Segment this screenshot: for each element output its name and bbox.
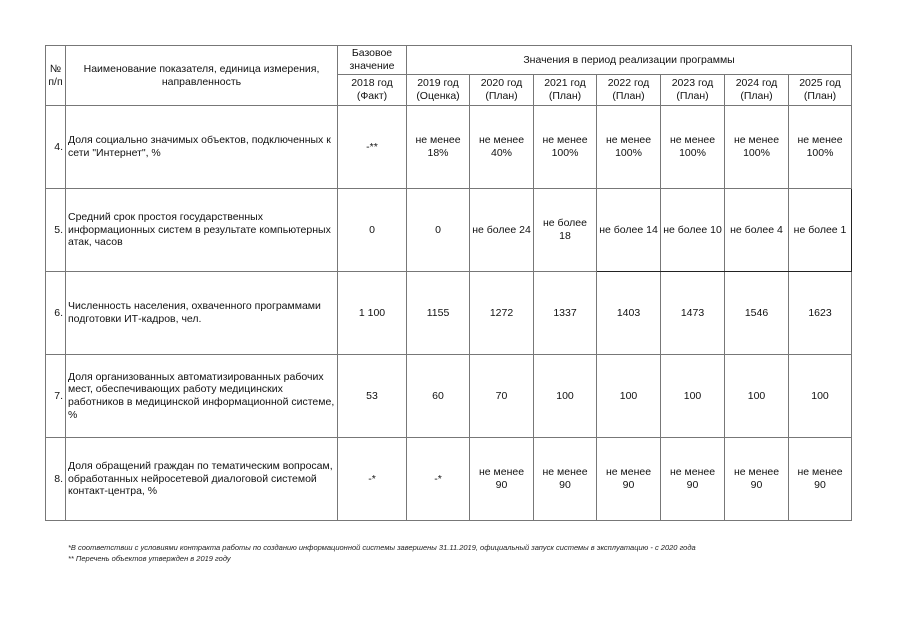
row-name: Доля организованных автоматизированных рабочих мест, обеспечивающих работу медицинских работников в медицинской информационной системе, % xyxy=(66,355,338,438)
row-name: Доля обращений граждан по тематическим вопросам, обработанных нейросетевой диалоговой системой контакт-центра, % xyxy=(66,438,338,521)
table-row xyxy=(46,355,852,438)
row-value: не менее 100% xyxy=(725,106,789,189)
row-value: 100 xyxy=(661,355,725,438)
table-row xyxy=(46,189,852,272)
row-value: 100 xyxy=(597,355,661,438)
row-value: не менее 100% xyxy=(789,106,852,189)
row-value: 1473 xyxy=(661,272,725,355)
row-value: не более 18 xyxy=(534,189,597,272)
row-value: 60 xyxy=(407,355,470,438)
header-year: 2025 год (План) xyxy=(789,75,852,106)
row-value: не более 24 xyxy=(470,189,534,272)
row-value: не более 4 xyxy=(725,189,789,272)
row-name: Доля социально значимых объектов, подключенных к сети "Интернет", % xyxy=(66,106,338,189)
header-year: 2021 год (План) xyxy=(534,75,597,106)
row-num: 5. xyxy=(46,189,66,272)
header-year: 2019 год (Оценка) xyxy=(407,75,470,106)
header-period: Значения в период реализации программы xyxy=(407,46,852,75)
row-value: 70 xyxy=(470,355,534,438)
row-value: не более 10 xyxy=(661,189,725,272)
row-value: 1623 xyxy=(789,272,852,355)
row-num: 8. xyxy=(46,438,66,521)
row-value: не более 14 xyxy=(597,189,661,272)
row-value: -* xyxy=(338,438,407,521)
row-value: не менее 90 xyxy=(725,438,789,521)
row-value: 1155 xyxy=(407,272,470,355)
row-value: 1403 xyxy=(597,272,661,355)
header-year: 2018 год (Факт) xyxy=(338,75,407,106)
row-value: не менее 90 xyxy=(789,438,852,521)
table-row xyxy=(46,272,852,355)
row-num: 4. xyxy=(46,106,66,189)
header-year: 2020 год (План) xyxy=(470,75,534,106)
row-value: -* xyxy=(407,438,470,521)
header-num: № п/п xyxy=(46,46,66,106)
table-row xyxy=(46,438,852,521)
row-value: 100 xyxy=(534,355,597,438)
row-value: не менее 90 xyxy=(661,438,725,521)
row-value: не менее 100% xyxy=(534,106,597,189)
row-value: не менее 90 xyxy=(470,438,534,521)
row-value: 100 xyxy=(725,355,789,438)
row-value: не менее 90 xyxy=(534,438,597,521)
header-year: 2022 год (План) xyxy=(597,75,661,106)
header-year: 2024 год (План) xyxy=(725,75,789,106)
row-value: 1546 xyxy=(725,272,789,355)
row-value: 1 100 xyxy=(338,272,407,355)
row-value: -** xyxy=(338,106,407,189)
row-value: 100 xyxy=(789,355,852,438)
row-name: Средний срок простоя государственных информационных систем в результате компьютерных атак, часов xyxy=(66,189,338,272)
row-value: 1272 xyxy=(470,272,534,355)
indicators-table xyxy=(45,45,852,521)
row-num: 7. xyxy=(46,355,66,438)
header-base: Базовое значение xyxy=(338,46,407,75)
header-name: Наименование показателя, единица измерения, направленность xyxy=(66,46,338,106)
table-row xyxy=(46,106,852,189)
footnote: ** Перечень объектов утвержден в 2019 году xyxy=(68,553,231,563)
row-value: не менее 90 xyxy=(597,438,661,521)
footnotes xyxy=(68,543,868,565)
header-row-1 xyxy=(46,46,852,75)
row-value: не менее 18% xyxy=(407,106,470,189)
footnote: *В соответствии с условиями контракта работы по созданию информационной системы завершены 31.11.2019, официальный запуск системы в эксплуатацию - с 2020 года xyxy=(68,543,696,552)
row-num: 6. xyxy=(46,272,66,355)
row-value: 0 xyxy=(338,189,407,272)
row-value: 0 xyxy=(407,189,470,272)
row-value: не менее 40% xyxy=(470,106,534,189)
header-year: 2023 год (План) xyxy=(661,75,725,106)
row-value: не более 1 xyxy=(789,189,852,272)
row-value: 53 xyxy=(338,355,407,438)
row-name: Численность населения, охваченного программами подготовки ИТ-кадров, чел. xyxy=(66,272,338,355)
row-value: не менее 100% xyxy=(597,106,661,189)
row-value: 1337 xyxy=(534,272,597,355)
row-value: не менее 100% xyxy=(661,106,725,189)
